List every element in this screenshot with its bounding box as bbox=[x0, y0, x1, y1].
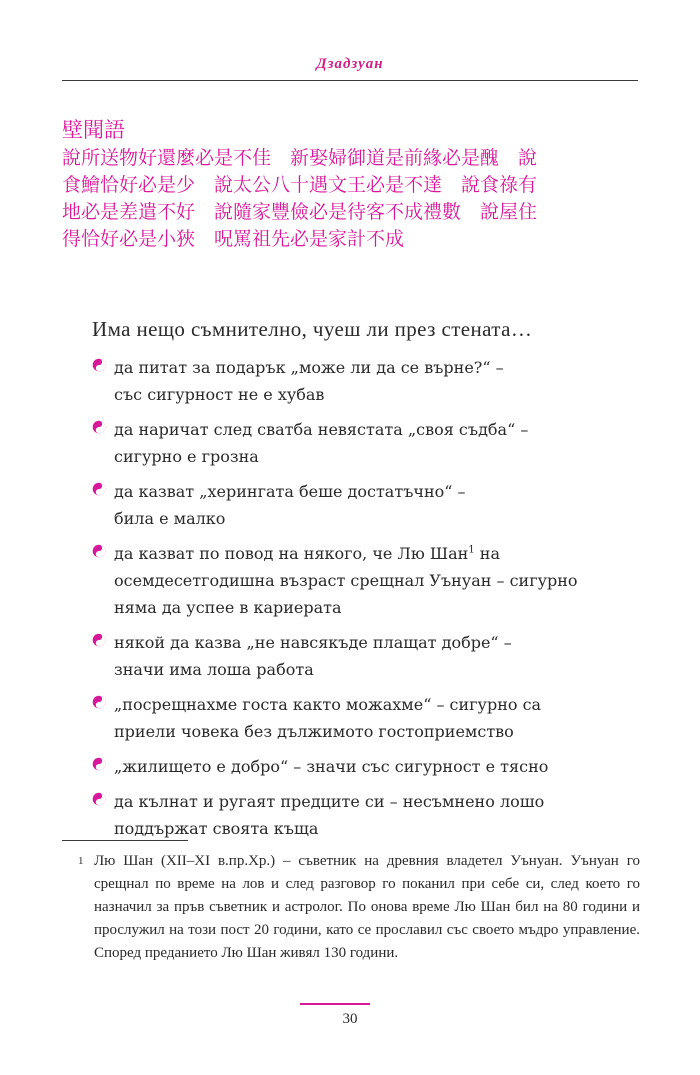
chinese-line: 說所送物好還麼必是不佳 新娶婦御道是前緣必是醜 說 bbox=[62, 147, 538, 169]
list-item-line: да казват „херингата беше достатъчно“ – bbox=[114, 482, 466, 501]
page-number-rule bbox=[300, 1003, 370, 1005]
list-item-line: да наричат след сватба невястата „своя съдба“ – bbox=[114, 420, 529, 439]
yin-yang-icon bbox=[92, 420, 106, 434]
yin-yang-icon bbox=[92, 482, 106, 496]
footnote-text: Лю Шан (XII–XI в.пр.Хр.) – съветник на древния владетел Уънуан. Уънуан го срещнал по време на лов и след разговор го поканил при себе си, след което го назначил за пръв съветник и астролог. По онова време Лю Шан бил на 80 години и прослужил на този пост 20 години, като се прославил със своето мъдро управление. Според преданието Лю Шан живял 130 години. bbox=[94, 853, 640, 961]
list-item-text: на bbox=[474, 544, 500, 563]
list-item-line: „жилището е добро“ – значи със сигурност е тясно bbox=[114, 757, 549, 776]
list-item-line: осемдесетгодишна възраст срещнал Уънуан – сигурно bbox=[114, 571, 578, 590]
list-item-line: приели човека без дължимото гостоприемство bbox=[114, 722, 514, 741]
yin-yang-icon bbox=[92, 633, 106, 647]
yin-yang-icon bbox=[92, 544, 106, 558]
list-item bbox=[92, 691, 592, 745]
list-item-line: „посрещнахме госта както можахме“ – сигурно са bbox=[114, 695, 542, 714]
chinese-line: 食鱠恰好必是少 說太公八十遇文王必是不達 說食祿有 bbox=[62, 174, 538, 196]
chinese-title: 壁聞語 bbox=[62, 118, 125, 142]
chinese-line: 地必是差遣不好 說隨家豐儉必是待客不成禮數 說屋住 bbox=[62, 201, 538, 223]
list-item-line: сигурно е грозна bbox=[114, 447, 259, 466]
list-item-line: да питат за подарък „може ли да се върне?“ – bbox=[114, 358, 504, 377]
list-section bbox=[92, 317, 592, 850]
list-item bbox=[92, 354, 592, 408]
footnote-reference[interactable]: 1 bbox=[468, 544, 475, 556]
list-item-line: значи има лоша работа bbox=[114, 660, 314, 679]
footnote-rule bbox=[62, 840, 188, 841]
list-item-text: да казват по повод на някого, че Лю Шан bbox=[114, 544, 469, 563]
list-item-line: със сигурност не е хубав bbox=[114, 385, 325, 404]
list-item bbox=[92, 753, 592, 780]
list-item-line: била е малко bbox=[114, 509, 226, 528]
list-item-line: поддържат своята къща bbox=[114, 819, 319, 838]
list-item-line: някой да казва „не навсякъде плащат добре“ – bbox=[114, 633, 512, 652]
list-item bbox=[92, 629, 592, 683]
yin-yang-icon bbox=[92, 792, 106, 806]
yin-yang-icon bbox=[92, 358, 106, 372]
list-item-line bbox=[114, 540, 592, 567]
chinese-text-block bbox=[62, 116, 642, 253]
list-heading: Има нещо съмнително, чуеш ли през стената… bbox=[92, 317, 533, 341]
footnote bbox=[62, 850, 640, 965]
list-item-line: няма да успее в кариерата bbox=[114, 598, 342, 617]
yin-yang-icon bbox=[92, 757, 106, 771]
list-item bbox=[92, 788, 592, 842]
footnote-mark: 1 bbox=[78, 855, 84, 867]
list-item bbox=[92, 416, 592, 470]
list-item-line: да кълнат и ругаят предците си – несъмнено лошо bbox=[114, 792, 545, 811]
list-item bbox=[92, 540, 592, 621]
page-number: 30 bbox=[342, 1011, 358, 1027]
chinese-line: 得恰好必是小狹 呪罵祖先必是家計不成 bbox=[62, 228, 405, 250]
header-rule bbox=[62, 80, 638, 81]
yin-yang-icon bbox=[92, 695, 106, 709]
list-item bbox=[92, 478, 592, 532]
bullet-list bbox=[92, 354, 592, 842]
running-title: Дзадзуан bbox=[316, 56, 384, 72]
